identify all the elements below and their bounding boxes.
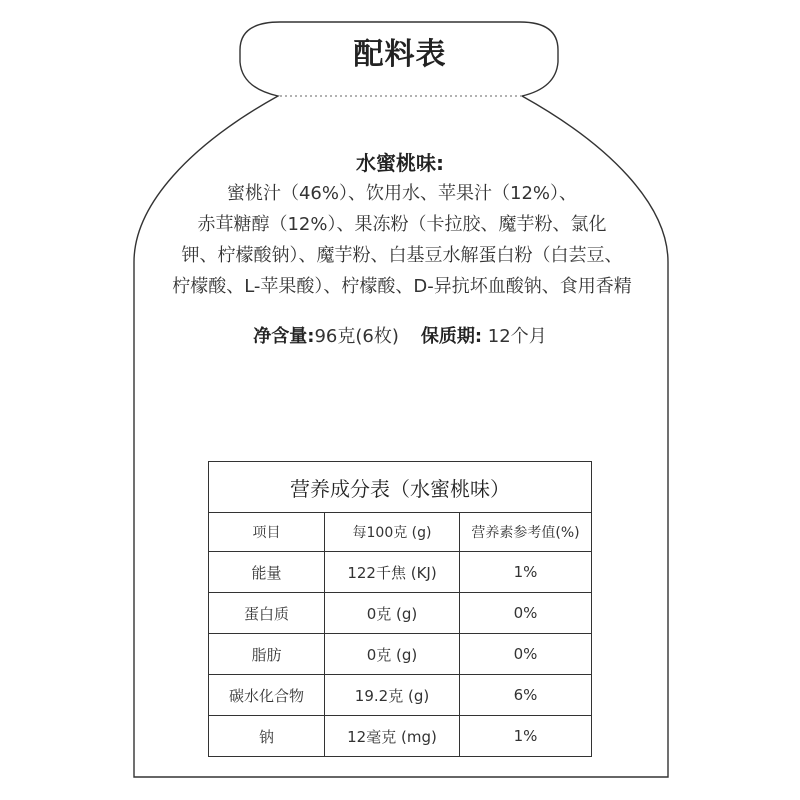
page-title: 配料表	[353, 37, 447, 72]
nutrient-nrv: 6%	[460, 675, 592, 716]
nutrient-name: 蛋白质	[209, 593, 325, 634]
nutrient-nrv: 1%	[460, 716, 592, 757]
nutrient-amount: 0克 (g)	[325, 593, 460, 634]
table-row	[209, 593, 592, 634]
shelf-life-value: 12个月	[482, 326, 547, 347]
nutrient-amount: 122千焦 (KJ)	[325, 552, 460, 593]
nutrient-nrv: 0%	[460, 634, 592, 675]
table-row	[209, 675, 592, 716]
ingredients-text	[134, 178, 670, 302]
ingredients-line: 柠檬酸、L-苹果酸）、柠檬酸、D-异抗坏血酸钠、食用香精	[172, 276, 632, 297]
ingredients-line: 赤茸糖醇（12%）、果冻粉（卡拉胶、魔芋粉、氯化	[197, 214, 607, 235]
nutrient-nrv: 0%	[460, 593, 592, 634]
net-content-value: 96克(6枚)	[314, 326, 399, 347]
nutrient-amount: 0克 (g)	[325, 634, 460, 675]
column-header-per100g: 每100克 (g)	[325, 513, 460, 552]
nutrient-name: 脂肪	[209, 634, 325, 675]
table-row	[209, 716, 592, 757]
nutrient-amount: 12毫克 (mg)	[325, 716, 460, 757]
nutrient-nrv: 1%	[460, 552, 592, 593]
table-row	[209, 552, 592, 593]
shelf-life-label: 保质期:	[420, 326, 483, 347]
net-content-line	[130, 322, 670, 348]
nutrient-name: 碳水化合物	[209, 675, 325, 716]
nutrition-caption: 营养成分表（水蜜桃味）	[209, 462, 592, 513]
column-header-nrv: 营养素参考值(%)	[460, 513, 592, 552]
column-header-item: 项目	[209, 513, 325, 552]
nutrient-name: 钠	[209, 716, 325, 757]
table-row	[209, 634, 592, 675]
ingredients-line: 钾、柠檬酸钠）、魔芋粉、白基豆水解蛋白粉（白芸豆、	[181, 245, 623, 266]
ingredients-line: 蜜桃汁（46%）、饮用水、苹果汁（12%）、	[226, 183, 577, 204]
nutrient-amount: 19.2克 (g)	[325, 675, 460, 716]
table-header-row	[209, 513, 592, 552]
flavor-heading: 水蜜桃味:	[356, 151, 444, 175]
nutrition-table	[208, 461, 592, 757]
nutrient-name: 能量	[209, 552, 325, 593]
net-content-label: 净含量:	[253, 326, 315, 347]
